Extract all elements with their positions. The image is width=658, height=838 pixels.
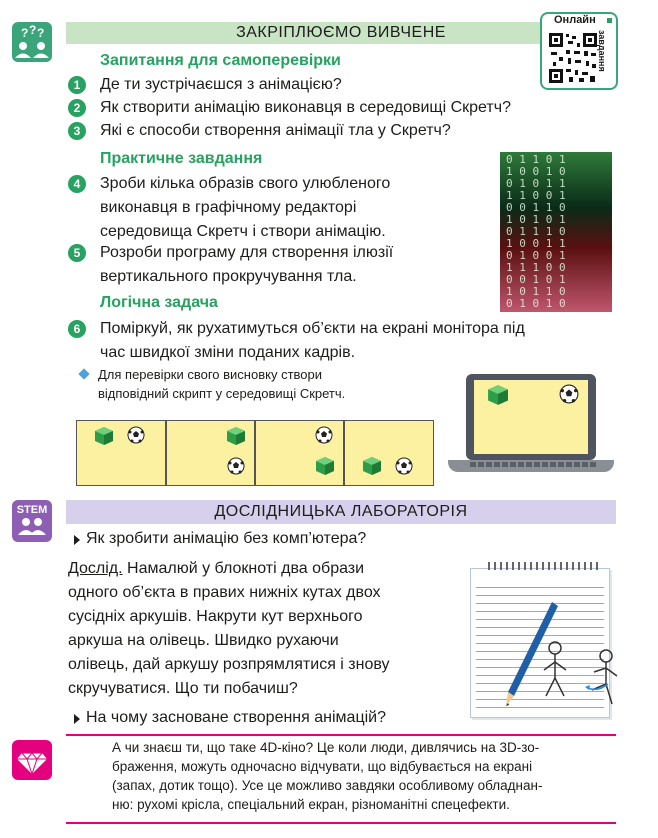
motion-arrow-icon xyxy=(584,680,610,694)
soccer-ball-icon xyxy=(227,457,245,475)
did-you-know-text xyxy=(112,738,620,814)
experiment-line: скручуватися. Що ти побачиш? xyxy=(68,680,298,697)
qr-code-icon xyxy=(548,32,598,84)
qr-tasks-label: завдання xyxy=(597,30,607,72)
hint-line: відповідний скрипт у середовищі Скретч. xyxy=(98,386,346,401)
laptop-keys xyxy=(470,462,596,467)
task-text-line: середовища Скретч і створи анімацію. xyxy=(100,223,386,240)
info-line: А чи знаєш ти, що таке 4D-кіно? Це коли люди, дивлячись на 3D-зо- xyxy=(112,740,540,755)
qr-online-label: Онлайн xyxy=(554,14,596,26)
binary-digits: 0 1 1 0 1 1 0 0 1 0 0 1 0 1 1 1 1 0 0 1 0 0 1 1 0 1 0 1 0 1 0 1 1 1 0 1 0 0 1 1 0 1 0 0 1 1 1 1 0 0 0 0 1 0 1 1 0 1 1 0 0 1 0 1 0 xyxy=(506,153,566,310)
question-text: Де ти зустрічаєшся з анімацією? xyxy=(100,76,342,93)
info-line: ню: рухомі крісла, спеціальний екран, різноманітні спецефекти. xyxy=(112,797,510,812)
question-number: 1 xyxy=(68,76,86,94)
task-text-line: час швидкої зміни поданих кадрів. xyxy=(100,344,356,361)
experiment-line: одного об’єкта в правих нижніх кутах двох xyxy=(68,584,381,601)
soccer-ball-icon xyxy=(127,426,145,444)
green-cube-icon xyxy=(487,384,509,406)
triangle-bullet-icon xyxy=(74,535,80,545)
section-title-consolidate: ЗАКРІПЛЮЄМО ВИВЧЕНЕ xyxy=(236,24,446,41)
task-text-line: виконавця в графічному редакторі xyxy=(100,199,357,216)
info-line: браження, можуть одночасно відчувати, що відбувається на екрані xyxy=(112,759,533,774)
green-cube-icon xyxy=(94,426,114,446)
hint-line: Для перевірки свого висновку створи xyxy=(98,367,323,382)
question-number: 3 xyxy=(68,122,86,140)
people-icon xyxy=(17,517,47,535)
task-text-line: вертикального прокручування тла. xyxy=(100,268,357,285)
divider-line xyxy=(66,822,616,824)
experiment-line: аркуша на олівець. Швидко рухаючи xyxy=(68,632,339,649)
experiment-label: Дослід. xyxy=(68,560,123,577)
task-text-line: Розроби програму для створення ілюзії xyxy=(100,244,394,261)
task-text-line: Поміркуй, як рухатимуться об’єкти на екрані монітора під xyxy=(100,320,525,337)
self-check-heading: Запитання для самоперевірки xyxy=(100,52,341,69)
svg-text:?: ? xyxy=(37,26,45,40)
task-number: 6 xyxy=(68,320,86,338)
diamond-bullet-icon xyxy=(78,368,89,379)
question-text: Які є способи створення анімації тла у Скретч? xyxy=(100,122,451,139)
svg-text:?: ? xyxy=(21,26,29,40)
experiment-line: сусідніх аркушів. Накрути кут верхнього xyxy=(68,608,363,625)
info-line: (запах, дотик тощо). Усе це можливо завдяки особливому обладнан- xyxy=(112,778,543,793)
soccer-ball-icon xyxy=(395,457,413,475)
qr-dot-icon xyxy=(607,18,612,23)
soccer-ball-icon xyxy=(559,384,579,404)
stem-section-icon xyxy=(12,500,52,542)
svg-text:?: ? xyxy=(29,23,37,37)
frame-divider xyxy=(254,420,256,486)
green-cube-icon xyxy=(315,456,335,476)
experiment-line: Намалюй у блокноті два образи xyxy=(122,560,365,577)
practice-heading: Практичне завдання xyxy=(100,150,263,167)
question-number: 2 xyxy=(68,99,86,117)
did-you-know-icon xyxy=(12,740,52,780)
stem-badge-label: STEM xyxy=(16,504,48,516)
lab-question: Як зробити анімацію без комп’ютера? xyxy=(86,530,367,547)
task-number: 4 xyxy=(68,175,86,193)
triangle-bullet-icon xyxy=(74,714,80,724)
notebook-spiral xyxy=(488,562,598,570)
task-text-line: Зроби кілька образів свого улюбленого xyxy=(100,175,391,192)
frame-divider xyxy=(343,420,345,486)
divider-line xyxy=(66,734,616,736)
stick-figure-icon xyxy=(586,648,620,708)
stick-figure-icon xyxy=(540,640,570,700)
question-text: Як створити анімацію виконавця в середовищі Скретч? xyxy=(100,99,511,116)
lab-question: На чому засноване створення анімацій? xyxy=(86,709,386,726)
diamond-gem-icon xyxy=(12,740,52,780)
self-check-section-icon xyxy=(12,22,52,62)
task-number: 5 xyxy=(68,244,86,262)
green-cube-icon xyxy=(362,456,382,476)
experiment-paragraph xyxy=(68,557,468,581)
section-title-lab: ДОСЛІДНИЦЬКА ЛАБОРАТОРІЯ xyxy=(214,503,468,520)
logic-heading: Логічна задача xyxy=(100,294,218,311)
experiment-line: олівець, дай аркушу розпрямлятися і знову xyxy=(68,656,390,673)
frame-divider xyxy=(165,420,167,486)
binary-code-image xyxy=(500,152,612,312)
soccer-ball-icon xyxy=(315,426,333,444)
green-cube-icon xyxy=(226,426,246,446)
